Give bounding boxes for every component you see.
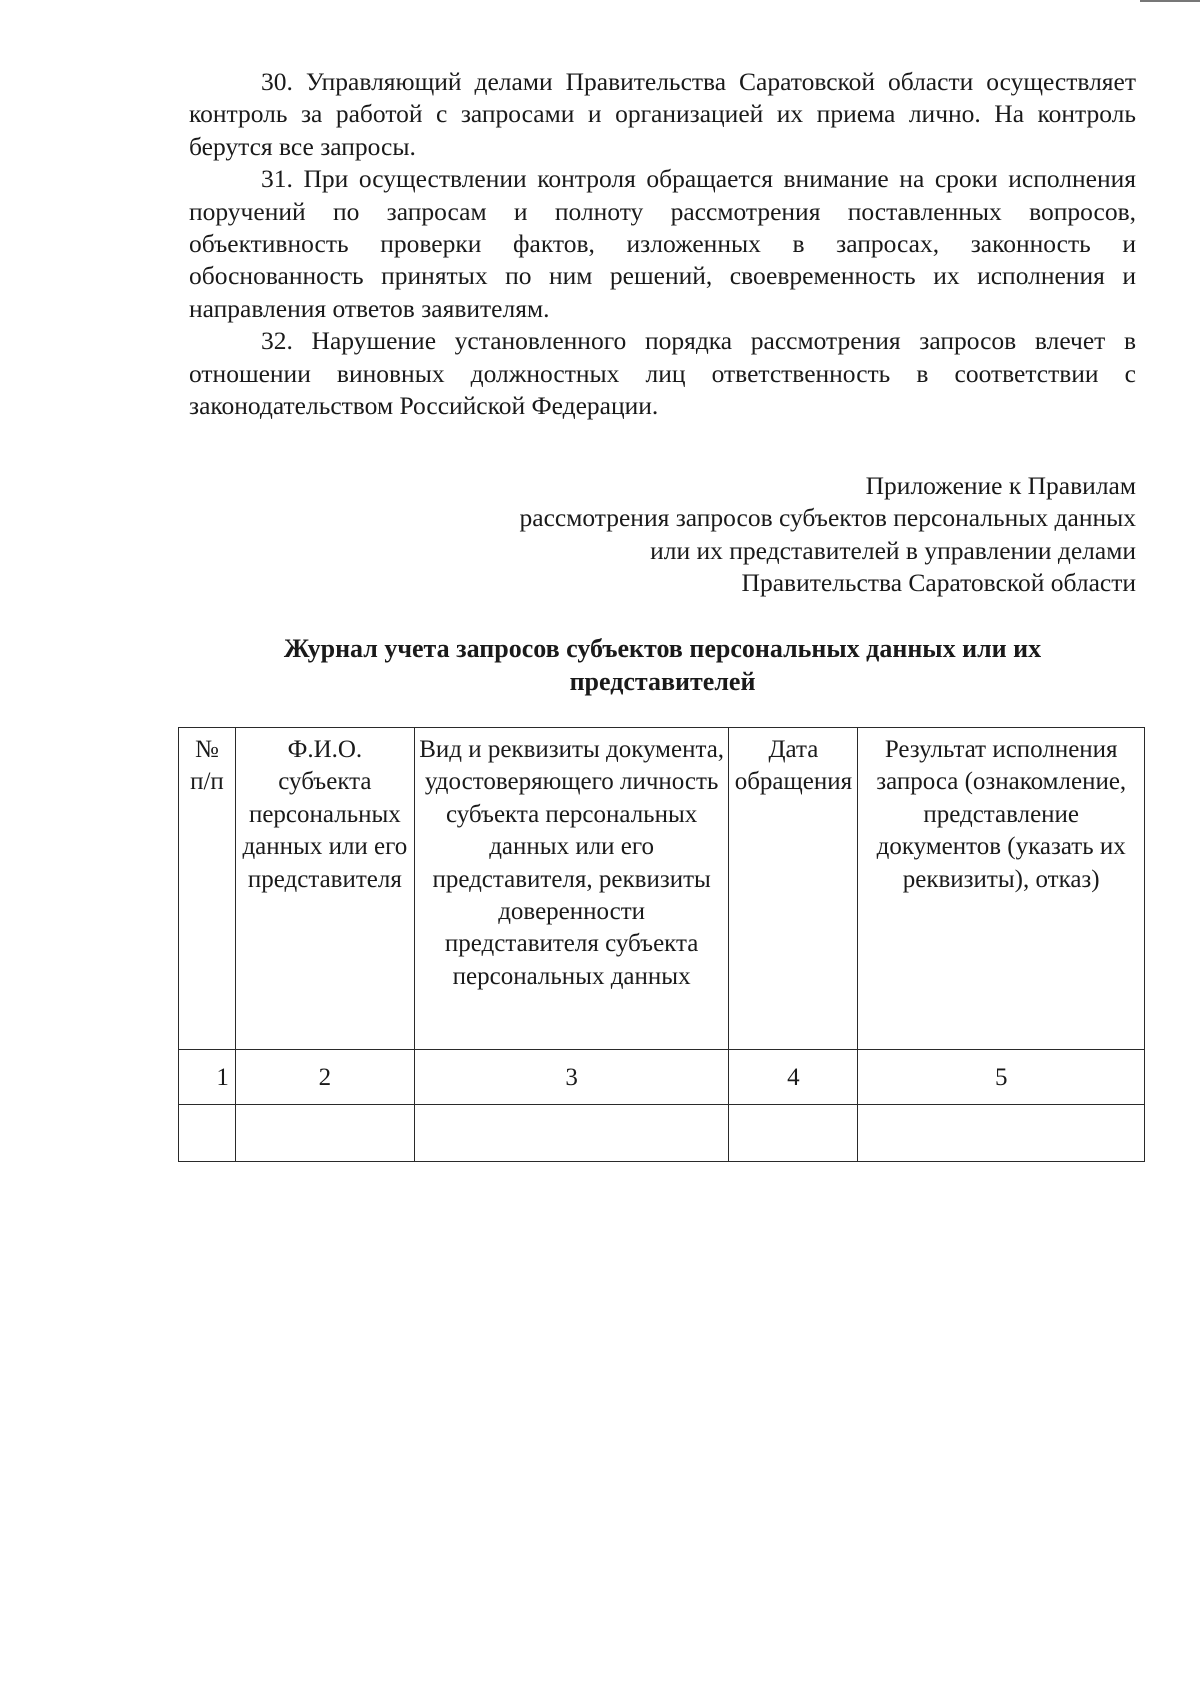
table-numbering-row (179, 1050, 1145, 1105)
appendix-line: или их представителей в управлении делами (650, 535, 1136, 565)
appendix-line: Правительства Саратовской области (741, 568, 1136, 598)
column-header-date: Дата обращения (729, 728, 858, 1050)
page-corner-mark (1140, 0, 1200, 16)
journal-title: Журнал учета запросов субъектов персональных данных или их представителей (283, 634, 1042, 696)
document-body (189, 66, 1136, 422)
paragraph-31: 31. При осуществлении контроля обращается внимание на сроки исполнения поручений по запросам и полноту рассмотрения поставленных вопросов, объективность проверки фактов, изложенных в запросах, законность и обоснованность принятых по ним решений, своевременность их исполнения и направления ответов заявителям. (189, 164, 1136, 323)
table-cell (858, 1105, 1145, 1162)
table-cell (179, 1105, 236, 1162)
column-number-cell: 3 (414, 1050, 729, 1105)
paragraph-30: 30. Управляющий делами Правительства Саратовской области осуществляет контроль за работой с запросами и организацией их приема лично. На контроль берутся все запросы. (189, 67, 1136, 161)
appendix-heading (520, 470, 1136, 600)
column-number-cell: 2 (235, 1050, 414, 1105)
column-header-result: Результат исполнения запроса (ознакомление, представление документов (указать их реквизиты), отказ) (858, 728, 1145, 1050)
column-header-number: № п/п (179, 728, 236, 1050)
column-number-cell: 1 (179, 1050, 236, 1105)
paragraph-32: 32. Нарушение установленного порядка рассмотрения запросов влечет в отношении виновных должностных лиц ответственность в соответствии с законодательством Российской Федерации. (189, 326, 1136, 421)
column-header-name: Ф.И.О. субъекта персональных данных или его представителя (235, 728, 414, 1050)
table-cell (235, 1105, 414, 1162)
table-row (179, 1105, 1145, 1162)
column-header-document: Вид и реквизиты документа, удостоверяющего личность субъекта персональных данных или его представителя, реквизиты доверенности представителя субъекта персональных данных (414, 728, 729, 1050)
table-cell (729, 1105, 858, 1162)
appendix-line: рассмотрения запросов субъектов персональных данных (519, 503, 1136, 533)
table-header-row (179, 728, 1145, 1050)
appendix-line: Приложение к Правилам (865, 471, 1136, 500)
table-cell (414, 1105, 729, 1162)
column-number-cell: 4 (729, 1050, 858, 1105)
journal-table (178, 727, 1145, 1162)
column-number-cell: 5 (858, 1050, 1145, 1105)
